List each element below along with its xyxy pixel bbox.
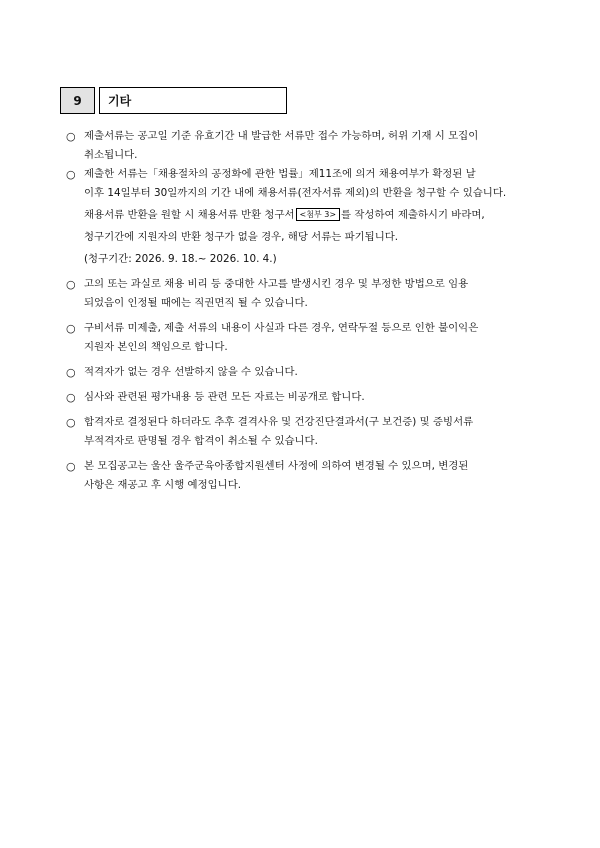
- bullet-icon: ○: [66, 416, 76, 429]
- notice-text: 채용서류 반환을 원할 시 채용서류 반환 청구서: [84, 209, 295, 221]
- bullet-icon: ○: [66, 460, 76, 473]
- notice-line: 사항은 재공고 후 시행 예정입니다.: [84, 479, 242, 491]
- notice-line: 제출서류는 공고일 기준 유효기간 내 발급한 서류만 접수 가능하며, 허위 기재 시 모집이: [84, 130, 479, 142]
- notice-item-1: [66, 127, 546, 165]
- section-header: [60, 87, 287, 114]
- notice-line: 적격자가 없는 경우 선발하지 않을 수 있습니다.: [84, 366, 298, 378]
- notice-item-4: [66, 319, 546, 357]
- notice-line: 이후 14일부터 30일까지의 기간 내에 채용서류(전자서류 제외)의 반환을 청구할 수 있습니다.: [84, 187, 507, 199]
- attachment-tag: <첨부 3>: [296, 208, 341, 221]
- notice-item-3: [66, 275, 546, 313]
- notice-list: [66, 127, 546, 495]
- section-title: 기타: [99, 87, 287, 114]
- notice-item-5: [66, 363, 546, 382]
- notice-item-8: [66, 457, 546, 495]
- notice-line: 합격자로 결정된다 하더라도 추후 결격사유 및 건강진단결과서(구 보건증) 및 증빙서류: [84, 416, 474, 428]
- notice-line: 취소됩니다.: [84, 149, 138, 161]
- return-request-line: [84, 206, 546, 225]
- bullet-icon: ○: [66, 130, 76, 143]
- notice-line: 되었음이 인정될 때에는 직권면직 될 수 있습니다.: [84, 297, 308, 309]
- notice-line: 고의 또는 과실로 채용 비리 등 중대한 사고를 발생시킨 경우 및 부정한 방법으로 임용: [84, 278, 469, 290]
- section-number: 9: [60, 87, 95, 114]
- notice-line: 심사와 관련된 평가내용 등 관련 모든 자료는 비공개로 합니다.: [84, 391, 365, 403]
- bullet-icon: ○: [66, 366, 76, 379]
- notice-line: 부적격자로 판명될 경우 합격이 취소될 수 있습니다.: [84, 435, 318, 447]
- notice-text: 를 작성하여 제출하시기 바라며,: [341, 209, 485, 221]
- notice-line: 제출한 서류는「채용절차의 공정화에 관한 법률」제11조에 의거 채용여부가 확정된 날: [84, 168, 476, 180]
- notice-line: 구비서류 미제출, 제출 서류의 내용이 사실과 다른 경우, 연락두절 등으로 인한 불이익은: [84, 322, 479, 334]
- bullet-icon: ○: [66, 278, 76, 291]
- notice-item-6: [66, 388, 546, 407]
- notice-item-7: [66, 413, 546, 451]
- request-period: (청구기간: 2026. 9. 18.~ 2026. 10. 4.): [84, 253, 277, 265]
- bullet-icon: ○: [66, 322, 76, 335]
- notice-line: 본 모집공고는 울산 울주군육아종합지원센터 사정에 의하여 변경될 수 있으며, 변경된: [84, 460, 469, 472]
- notice-line: 청구기간에 지원자의 반환 청구가 없을 경우, 해당 서류는 파기됩니다.: [84, 231, 399, 243]
- notice-item-2: [66, 165, 546, 269]
- bullet-icon: ○: [66, 391, 76, 404]
- notice-line: 지원자 본인의 책임으로 합니다.: [84, 341, 228, 353]
- bullet-icon: ○: [66, 168, 76, 181]
